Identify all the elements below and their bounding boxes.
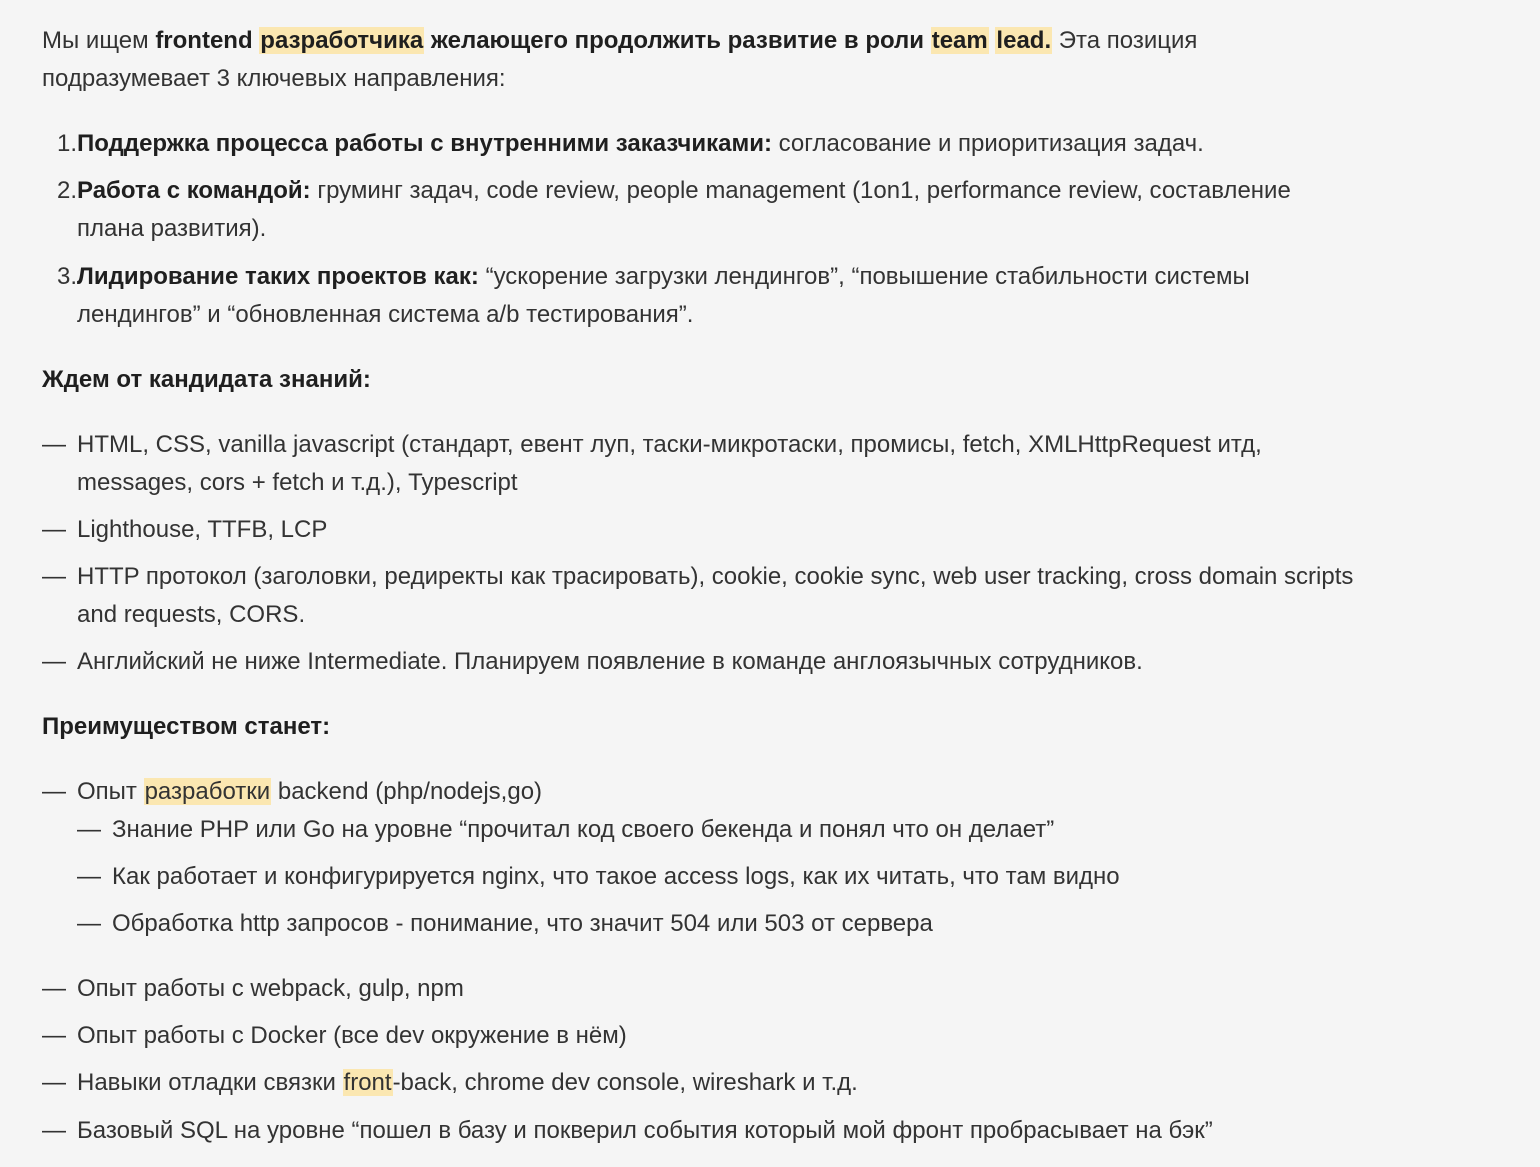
direction-item-2: 2.Работа с командой: груминг задач, code review, people management (1on1, performance review, составление — [56, 177, 1291, 204]
direction-item-1: 1.Поддержка процесса работы с внутренними заказчиками: согласование и приоритизация задач. — [56, 130, 1204, 157]
direction-title: Работа с командой: — [77, 177, 311, 204]
highlight-developer: разработчика — [260, 27, 424, 54]
intro-text-end: Эта позиция — [1052, 27, 1198, 54]
intro-bold: желающего продолжить развитие в роли — [424, 27, 931, 54]
direction-item-2-cont: плана развития). — [77, 215, 267, 242]
direction-text: груминг задач, code review, people management (1on1, performance review, составление — [310, 177, 1291, 204]
requirement-item: — Английский не ниже Intermediate. Планируем появление в команде англоязычных сотрудников. — [42, 648, 1143, 675]
direction-title: Поддержка процесса работы с внутренними заказчиками: — [77, 130, 772, 157]
requirement-item-cont: messages, cors + fetch и т.д.), Typescript — [77, 469, 518, 496]
advantage-item: — Опыт работы с webpack, gulp, npm — [42, 975, 464, 1002]
intro-text: Мы ищем — [42, 27, 156, 54]
advantage-item: — Опыт работы с Docker (все dev окружение в нём) — [42, 1022, 627, 1049]
highlight-front: front — [343, 1069, 392, 1096]
dash-bullet: — — [42, 1069, 66, 1096]
dash-bullet: — — [42, 1022, 66, 1049]
direction-item-3-cont: лендингов” и “обновленная система a/b тестирования”. — [77, 301, 694, 328]
direction-item-3: 3.Лидирование таких проектов как: “ускорение загрузки лендингов”, “повышение стабильности системы — [56, 263, 1250, 290]
dash-bullet: — — [42, 431, 66, 458]
advantage-item-debug: — Навыки отладки связки front-back, chrome dev console, wireshark и т.д. — [42, 1069, 858, 1096]
requirement-item: — HTTP протокол (заголовки, редиректы как трасировать), cookie, cookie sync, web user tracking, cross domain scripts — [42, 563, 1354, 590]
direction-title: Лидирование таких проектов как: — [77, 263, 479, 290]
dash-bullet: — — [42, 516, 66, 543]
direction-text: согласование и приоритизация задач. — [771, 130, 1204, 157]
keyword-frontend: frontend — [155, 27, 253, 54]
intro-line-2: подразумевает 3 ключевых направления: — [42, 65, 506, 92]
highlight-development: разработки — [144, 778, 271, 805]
dash-bullet: — — [42, 975, 66, 1002]
dash-bullet: — — [77, 863, 101, 890]
advantage-subitem: — Обработка http запросов - понимание, что значит 504 или 503 от сервера — [77, 910, 933, 937]
requirement-item-cont: and requests, CORS. — [77, 601, 306, 628]
dash-bullet: — — [42, 563, 66, 590]
direction-text: “ускорение загрузки лендингов”, “повышение стабильности системы — [478, 263, 1250, 290]
advantages-heading: Преимуществом станет: — [42, 713, 331, 740]
advantage-item-sql: — Базовый SQL на уровне “пошел в базу и покверил события который мой фронт пробрасывает на бэк” — [42, 1117, 1213, 1144]
requirement-item: — HTML, CSS, vanilla javascript (стандарт, евент луп, таски-микротаски, промисы, fetch, XMLHttpRequest итд, — [42, 431, 1262, 458]
advantage-subitem: — Знание PHP или Go на уровне “прочитал код своего бекенда и понял что он делает” — [77, 816, 1055, 843]
advantage-subitem: — Как работает и конфигурируется nginx, что такое access logs, как их читать, что там видно — [77, 863, 1120, 890]
dash-bullet: — — [42, 1117, 66, 1144]
intro-line-1 — [42, 26, 1197, 56]
highlight-lead: lead. — [996, 27, 1052, 54]
requirement-item: — Lighthouse, TTFB, LCP — [42, 516, 328, 543]
dash-bullet: — — [42, 778, 66, 805]
highlight-team: team — [931, 27, 988, 54]
dash-bullet: — — [42, 648, 66, 675]
advantage-item-backend: — Опыт разработки backend (php/nodejs,go) — [42, 778, 543, 805]
dash-bullet: — — [77, 816, 101, 843]
requirements-heading: Ждем от кандидата знаний: — [42, 366, 371, 393]
dash-bullet: — — [77, 910, 101, 937]
